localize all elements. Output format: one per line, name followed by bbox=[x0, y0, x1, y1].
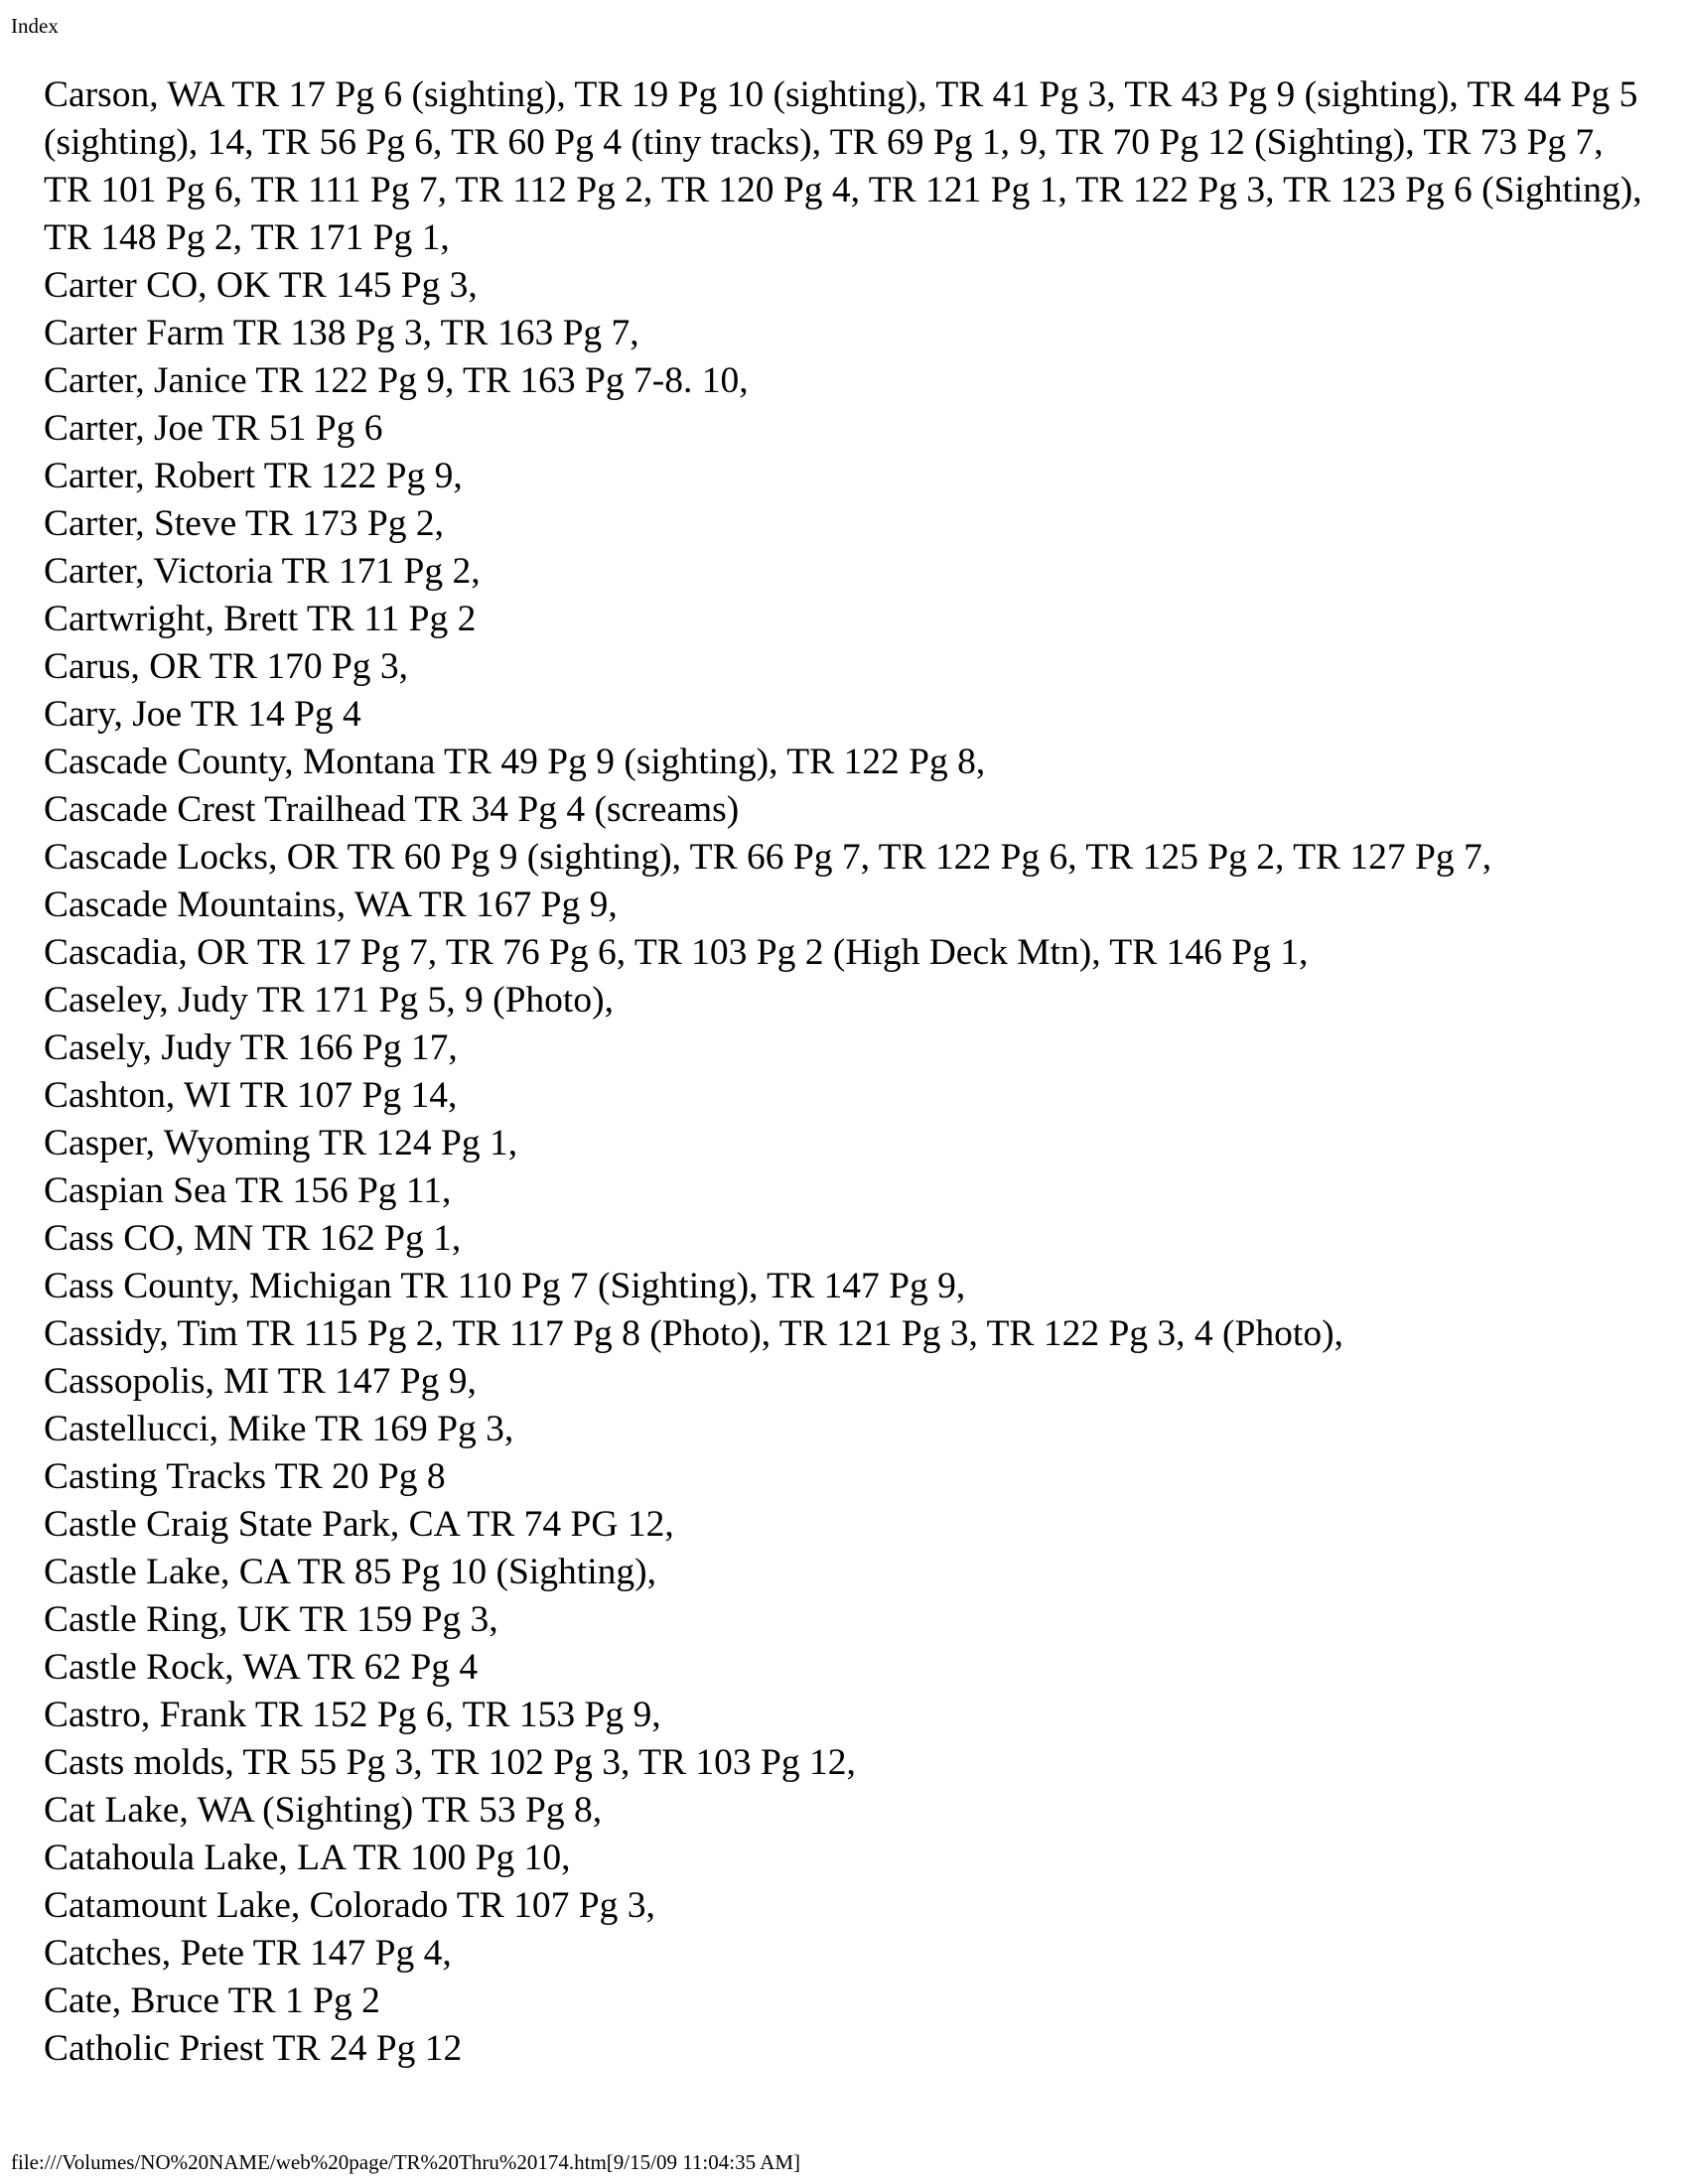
index-entry: Cartwright, Brett TR 11 Pg 2 bbox=[44, 599, 477, 639]
index-entry: Castle Lake, CA TR 85 Pg 10 (Sighting), bbox=[44, 1552, 657, 1592]
index-entry: Carter, Janice TR 122 Pg 9, TR 163 Pg 7-8. 10, bbox=[44, 360, 749, 401]
index-entry: Castro, Frank TR 152 Pg 6, TR 153 Pg 9, bbox=[44, 1695, 661, 1735]
page-title: Index bbox=[11, 14, 59, 38]
index-entry: Cascade Locks, OR TR 60 Pg 9 (sighting), TR 66 Pg 7, TR 122 Pg 6, TR 125 Pg 2, TR 127 Pg 7, bbox=[44, 837, 1492, 878]
index-entry: Cascade County, Montana TR 49 Pg 9 (sighting), TR 122 Pg 8, bbox=[44, 742, 986, 782]
index-entry: Cascade Mountains, WA TR 167 Pg 9, bbox=[44, 885, 618, 925]
index-entry: Caseley, Judy TR 171 Pg 5, 9 (Photo), bbox=[44, 980, 614, 1021]
index-entry: Carus, OR TR 170 Pg 3, bbox=[44, 646, 409, 687]
index-entry: Catahoula Lake, LA TR 100 Pg 10, bbox=[44, 1838, 571, 1878]
index-entry: Carson, WA TR 17 Pg 6 (sighting), TR 19 Pg 10 (sighting), TR 41 Pg 3, TR 43 Pg 9 (sighting), TR 44 Pg 5 (sighting), 14, TR 56 Pg 6, TR 60 Pg 4 (tiny tracks), TR 69 Pg 1, 9, TR 70 Pg 12 (Sighting), TR 73 Pg 7, TR 101 Pg 6, TR 111 Pg 7, TR 112 Pg 2, TR 120 Pg 4, TR 121 Pg 1, TR 122 Pg 3, TR 123 Pg 6 (Sighting), TR 148 Pg 2, TR 171 Pg 1, bbox=[44, 74, 1642, 258]
index-entry: Cass County, Michigan TR 110 Pg 7 (Sighting), TR 147 Pg 9, bbox=[44, 1266, 966, 1306]
index-entry: Carter, Victoria TR 171 Pg 2, bbox=[44, 551, 481, 592]
index-entry: Castle Craig State Park, CA TR 74 PG 12, bbox=[44, 1504, 674, 1545]
index-entry: Casting Tracks TR 20 Pg 8 bbox=[44, 1456, 446, 1497]
index-entry: Carter Farm TR 138 Pg 3, TR 163 Pg 7, bbox=[44, 313, 639, 353]
index-entry: Caspian Sea TR 156 Pg 11, bbox=[44, 1170, 452, 1211]
index-entry: Castellucci, Mike TR 169 Pg 3, bbox=[44, 1409, 514, 1449]
index-entry: Cary, Joe TR 14 Pg 4 bbox=[44, 694, 361, 735]
index-entry: Catamount Lake, Colorado TR 107 Pg 3, bbox=[44, 1885, 655, 1926]
index-entry: Casely, Judy TR 166 Pg 17, bbox=[44, 1027, 458, 1068]
index-entry: Casper, Wyoming TR 124 Pg 1, bbox=[44, 1123, 518, 1163]
index-entry: Casts molds, TR 55 Pg 3, TR 102 Pg 3, TR 103 Pg 12, bbox=[44, 1742, 856, 1783]
index-entry: Cate, Bruce TR 1 Pg 2 bbox=[44, 1980, 380, 2021]
index-entry: Carter CO, OK TR 145 Pg 3, bbox=[44, 265, 478, 306]
index-entry: Carter, Joe TR 51 Pg 6 bbox=[44, 408, 383, 449]
index-entry: Castle Rock, WA TR 62 Pg 4 bbox=[44, 1647, 479, 1688]
index-entry: Cat Lake, WA (Sighting) TR 53 Pg 8, bbox=[44, 1790, 603, 1831]
index-entry: Cassopolis, MI TR 147 Pg 9, bbox=[44, 1361, 477, 1402]
index-entry: Castle Ring, UK TR 159 Pg 3, bbox=[44, 1599, 498, 1640]
index-entry: Cass CO, MN TR 162 Pg 1, bbox=[44, 1218, 462, 1259]
index-entry: Catholic Priest TR 24 Pg 12 bbox=[44, 2028, 463, 2069]
page-footer-url: file:///Volumes/NO%20NAME/web%20page/TR%20Thru%20174.htm[9/15/09 11:04:35 AM] bbox=[11, 2150, 801, 2174]
index-entry: Catches, Pete TR 147 Pg 4, bbox=[44, 1933, 452, 1974]
index-list bbox=[44, 71, 1652, 2073]
index-entry: Cascade Crest Trailhead TR 34 Pg 4 (screams) bbox=[44, 789, 740, 830]
index-entry: Carter, Steve TR 173 Pg 2, bbox=[44, 503, 444, 544]
index-entry: Cascadia, OR TR 17 Pg 7, TR 76 Pg 6, TR 103 Pg 2 (High Deck Mtn), TR 146 Pg 1, bbox=[44, 932, 1309, 973]
index-entry: Cassidy, Tim TR 115 Pg 2, TR 117 Pg 8 (Photo), TR 121 Pg 3, TR 122 Pg 3, 4 (Photo), bbox=[44, 1313, 1343, 1354]
index-entry: Carter, Robert TR 122 Pg 9, bbox=[44, 456, 463, 496]
index-entry: Cashton, WI TR 107 Pg 14, bbox=[44, 1075, 458, 1116]
